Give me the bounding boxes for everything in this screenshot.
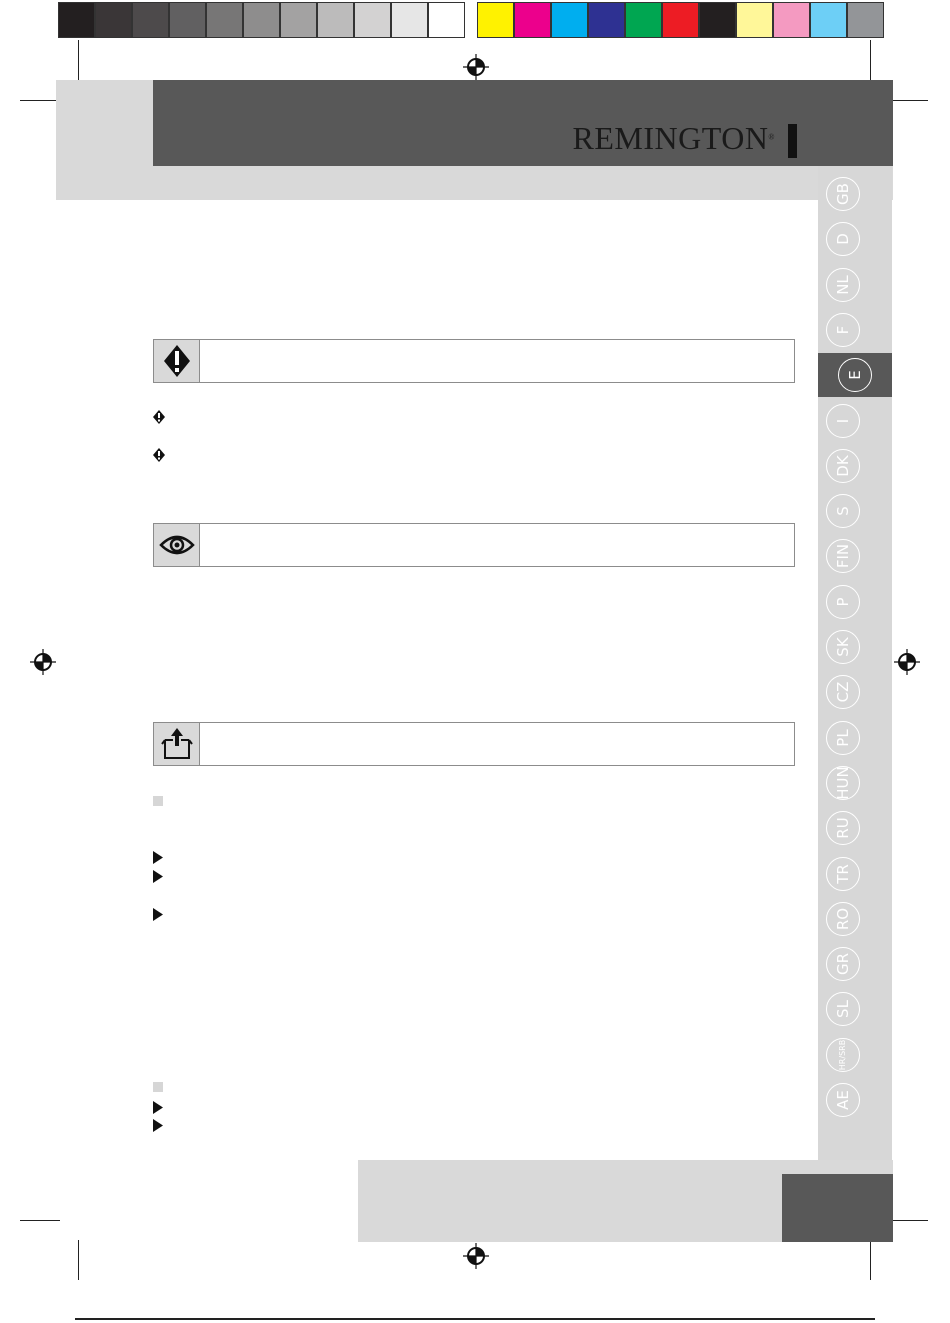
- section-icon-cell: [154, 524, 200, 566]
- color-swatch: [58, 2, 95, 38]
- language-tab-e[interactable]: [818, 353, 892, 397]
- language-code-label: E: [838, 358, 872, 392]
- page-frame-top: [153, 166, 893, 200]
- language-tab-fin[interactable]: [818, 534, 868, 578]
- header-band: [153, 80, 893, 166]
- color-swatch: [132, 2, 169, 38]
- section-icon-cell: [154, 340, 200, 382]
- color-swatch: [95, 2, 132, 38]
- language-code-label: SL: [826, 992, 860, 1026]
- crop-mark: [20, 1220, 60, 1221]
- language-code-label: FIN: [826, 539, 860, 573]
- logo-text: REMINGTON: [572, 120, 769, 156]
- registration-mark-icon: [894, 649, 920, 675]
- language-tab-p[interactable]: [818, 580, 868, 624]
- registration-mark-icon: [30, 649, 56, 675]
- box-unpack-icon: [160, 726, 194, 762]
- crop-mark: [78, 40, 79, 80]
- color-swatch: [169, 2, 206, 38]
- eye-icon: [159, 533, 195, 557]
- color-swatch: [662, 2, 699, 38]
- color-swatch: [428, 2, 465, 38]
- arrow-bullet-icon: [153, 851, 163, 864]
- color-swatch: [391, 2, 428, 38]
- language-code-label: HR/SRB: [826, 1038, 860, 1072]
- crop-mark: [870, 40, 871, 80]
- language-tab-d[interactable]: [818, 217, 868, 261]
- crop-mark: [888, 1220, 928, 1221]
- footer-page-tab: [782, 1174, 893, 1242]
- color-swatch: [773, 2, 810, 38]
- language-code-label: AE: [826, 1083, 860, 1117]
- language-tab-sl[interactable]: [818, 987, 868, 1031]
- bottom-rule: [75, 1318, 875, 1320]
- crop-mark: [870, 1240, 871, 1280]
- arrow-bullet-icon: [153, 870, 163, 883]
- language-code-label: P: [826, 585, 860, 619]
- language-tab-tr[interactable]: [818, 852, 868, 896]
- color-swatch: [514, 2, 551, 38]
- language-code-label: F: [826, 313, 860, 347]
- brand-logo: [573, 120, 775, 157]
- language-tab-gb[interactable]: [818, 172, 868, 216]
- color-swatch: [354, 2, 391, 38]
- color-swatch: [477, 2, 514, 38]
- language-code-label: RU: [826, 811, 860, 845]
- color-swatch: [847, 2, 884, 38]
- language-tab-column: [818, 166, 892, 1161]
- arrow-bullet-icon: [153, 1119, 163, 1132]
- color-swatch: [551, 2, 588, 38]
- language-tab-ro[interactable]: [818, 897, 868, 941]
- language-tab-hun[interactable]: [818, 761, 868, 805]
- language-code-label: PL: [826, 721, 860, 755]
- color-swatch: [699, 2, 736, 38]
- language-code-label: GR: [826, 947, 860, 981]
- registration-mark-icon: [463, 54, 489, 80]
- language-tab-ru[interactable]: [818, 806, 868, 850]
- crop-mark: [20, 100, 60, 101]
- language-code-label: HUN: [826, 766, 860, 800]
- section-heading-product: [153, 523, 795, 567]
- language-code-label: S: [826, 494, 860, 528]
- color-swatch: [243, 2, 280, 38]
- language-tab-pl[interactable]: [818, 716, 868, 760]
- language-tab-gr[interactable]: [818, 942, 868, 986]
- language-code-label: SK: [826, 630, 860, 664]
- language-tab-hr-srb[interactable]: [818, 1033, 868, 1077]
- language-tab-ae[interactable]: [818, 1078, 868, 1122]
- color-calibration-bar: [58, 2, 884, 38]
- language-tab-dk[interactable]: [818, 444, 868, 488]
- color-swatch: [588, 2, 625, 38]
- language-tab-s[interactable]: [818, 489, 868, 533]
- language-tab-f[interactable]: [818, 308, 868, 352]
- language-code-label: I: [826, 404, 860, 438]
- language-code-label: DK: [826, 449, 860, 483]
- language-code-label: NL: [826, 268, 860, 302]
- section-icon-cell: [154, 723, 200, 765]
- gray-square-bullet: [153, 1082, 163, 1092]
- warning-icon: [162, 343, 192, 379]
- color-swatch: [625, 2, 662, 38]
- language-code-label: D: [826, 222, 860, 256]
- language-tab-i[interactable]: [818, 399, 868, 443]
- crop-mark: [78, 1240, 79, 1280]
- color-swatch: [736, 2, 773, 38]
- color-swatch: [280, 2, 317, 38]
- color-swatch: [317, 2, 354, 38]
- gray-square-bullet: [153, 796, 163, 806]
- crop-mark: [888, 100, 928, 101]
- color-swatch: [810, 2, 847, 38]
- language-code-label: TR: [826, 857, 860, 891]
- arrow-bullet-icon: [153, 1101, 163, 1114]
- section-heading-safety: [153, 339, 795, 383]
- trademark-mark: ®: [768, 132, 775, 142]
- arrow-bullet-icon: [153, 908, 163, 921]
- language-code-label: CZ: [826, 675, 860, 709]
- language-tab-cz[interactable]: [818, 670, 868, 714]
- warning-bullet-icon: [153, 448, 165, 462]
- page-frame-top-left: [78, 80, 153, 200]
- registration-mark-icon: [463, 1243, 489, 1269]
- language-tab-sk[interactable]: [818, 625, 868, 669]
- language-code-label: RO: [826, 902, 860, 936]
- language-tab-nl[interactable]: [818, 263, 868, 307]
- logo-bar: [788, 124, 797, 158]
- section-heading-getting-started: [153, 722, 795, 766]
- warning-bullet-icon: [153, 410, 165, 424]
- language-code-label: GB: [826, 177, 860, 211]
- color-swatch: [206, 2, 243, 38]
- page-frame-left: [56, 80, 78, 200]
